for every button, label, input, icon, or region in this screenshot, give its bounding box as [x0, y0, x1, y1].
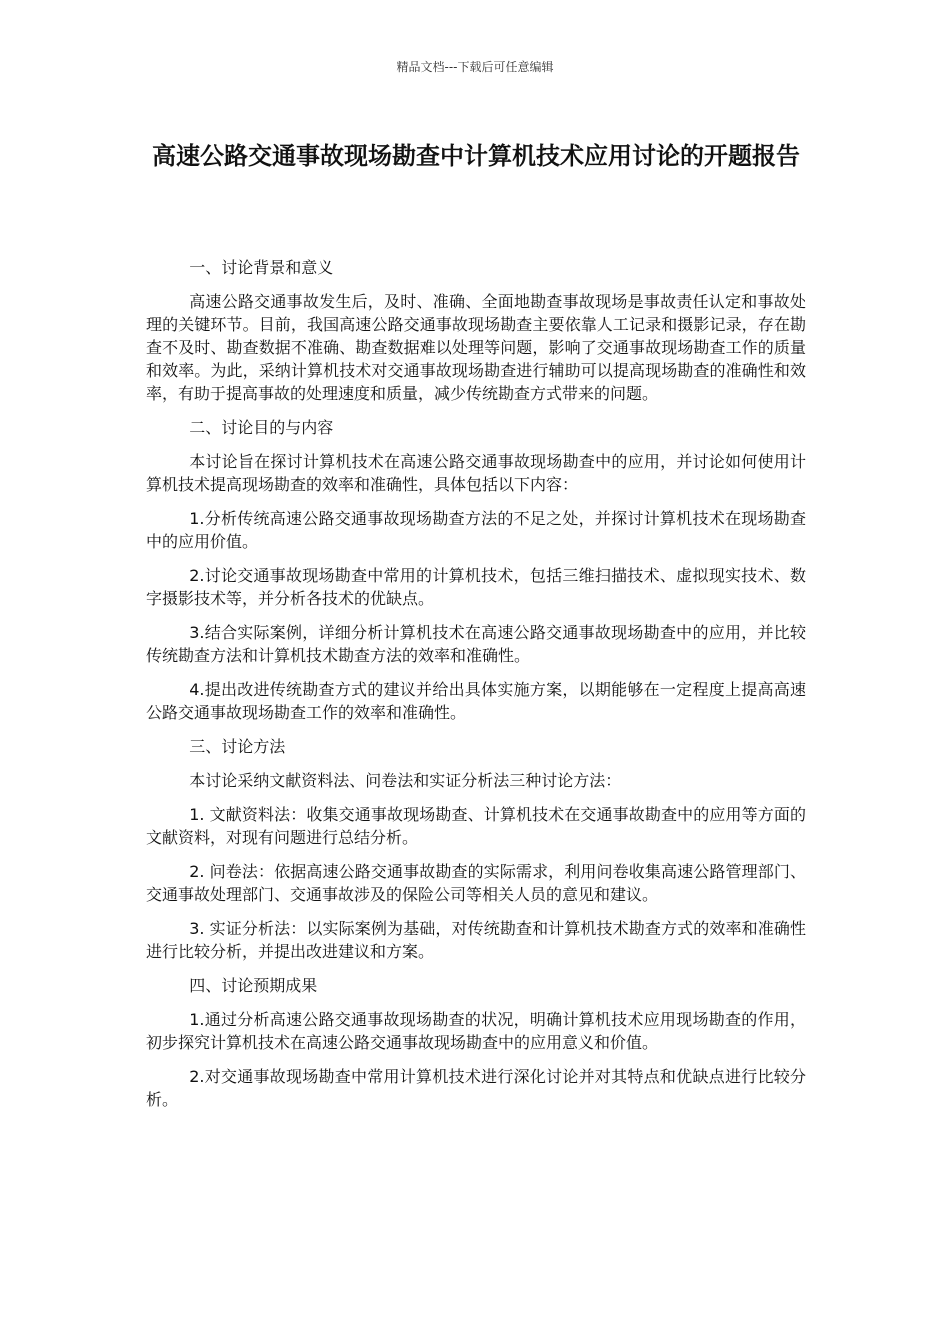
- section-heading: 三、讨论方法: [189, 737, 286, 756]
- section-heading: 一、讨论背景和意义: [189, 258, 334, 277]
- paragraph: 高速公路交通事故发生后，及时、准确、全面地勘查事故现场是事故责任认定和事故处理的关键环节。目前，我国高速公路交通事故现场勘查主要依靠人工记录和摄影记录，存在勘查不及时、勘查数据不准确、勘查数据难以处理等问题，影响了交通事故现场勘查工作的质量和效率。为此，采纳计算机技术对交通事故现场勘查进行辅助可以提高现场勘查的准确性和效率，有助于提高事故的处理速度和质量，减少传统勘查方式带来的问题。: [146, 292, 806, 403]
- list-item: 3. 实证分析法：以实际案例为基础，对传统勘查和计算机技术勘查方式的效率和准确性进行比较分析，并提出改进建议和方案。: [146, 919, 806, 961]
- list-item: 1. 文献资料法：收集交通事故现场勘查、计算机技术在交通事故勘查中的应用等方面的文献资料，对现有问题进行总结分析。: [146, 805, 806, 847]
- section-heading: 四、讨论预期成果: [189, 976, 318, 995]
- section-heading: 二、讨论目的与内容: [189, 418, 334, 437]
- list-item: 1.分析传统高速公路交通事故现场勘查方法的不足之处，并探讨计算机技术在现场勘查中的应用价值。: [146, 509, 806, 551]
- list-item: 1.通过分析高速公路交通事故现场勘查的状况，明确计算机技术应用现场勘查的作用，初步探究计算机技术在高速公路交通事故现场勘查中的应用意义和价值。: [146, 1010, 806, 1052]
- list-item: 2.讨论交通事故现场勘查中常用的计算机技术，包括三维扫描技术、虚拟现实技术、数字摄影技术等，并分析各技术的优缺点。: [146, 566, 806, 608]
- paragraph: 本讨论采纳文献资料法、问卷法和实证分析法三种讨论方法：: [189, 771, 622, 790]
- document-title: 高速公路交通事故现场勘查中计算机技术应用讨论的开题报告: [152, 142, 800, 170]
- paragraph: 本讨论旨在探讨计算机技术在高速公路交通事故现场勘查中的应用，并讨论如何使用计算机技术提高现场勘查的效率和准确性，具体包括以下内容：: [146, 452, 806, 494]
- document-body: [146, 256, 806, 1122]
- list-item: 3.结合实际案例，详细分析计算机技术在高速公路交通事故现场勘查中的应用，并比较传统勘查方法和计算机技术勘查方法的效率和准确性。: [146, 623, 806, 665]
- header-note: 精品文档---下载后可任意编辑: [396, 60, 554, 74]
- list-item: 2. 问卷法：依据高速公路交通事故勘查的实际需求，利用问卷收集高速公路管理部门、交通事故处理部门、交通事故涉及的保险公司等相关人员的意见和建议。: [146, 862, 806, 904]
- list-item: 4.提出改进传统勘查方式的建议并给出具体实施方案，以期能够在一定程度上提高高速公路交通事故现场勘查工作的效率和准确性。: [146, 680, 806, 722]
- list-item: 2.对交通事故现场勘查中常用计算机技术进行深化讨论并对其特点和优缺点进行比较分析。: [146, 1067, 806, 1109]
